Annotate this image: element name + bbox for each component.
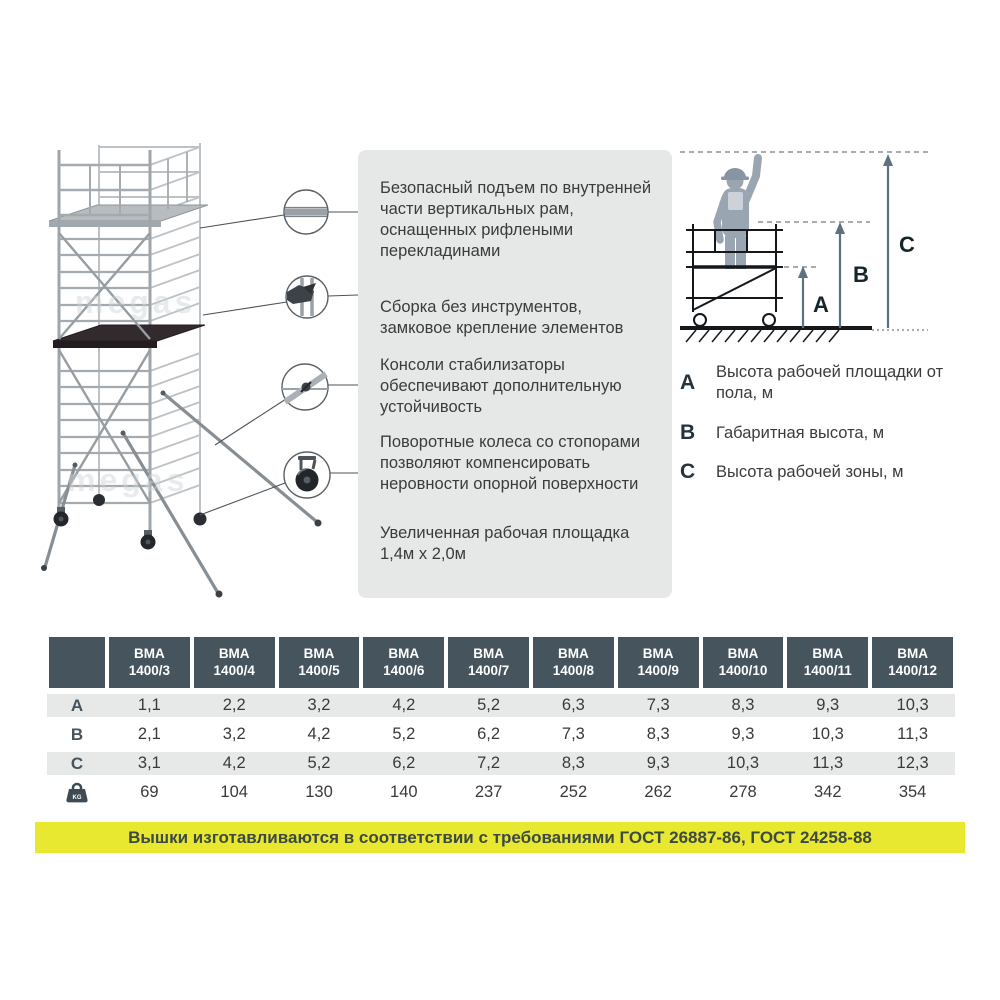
table-cell: 5,2 xyxy=(361,720,446,749)
model-header: ВМА 1400/6 xyxy=(361,637,446,691)
feature-text: Безопасный подъем по внутренней части вертикальных рам, оснащенных рифлеными перекладинами xyxy=(380,179,652,260)
table-cell: 237 xyxy=(446,778,531,807)
model-header: ВМА 1400/9 xyxy=(616,637,701,691)
feature-text: Сборка без инструментов, замковое крепление элементов xyxy=(380,298,624,337)
table-cell: 5,2 xyxy=(277,749,362,778)
callout-circle-stabilizer xyxy=(282,364,328,410)
table-cell: 10,3 xyxy=(870,691,955,720)
legend-item xyxy=(680,460,962,484)
model-header: ВМА 1400/5 xyxy=(277,637,362,691)
table-cell: 8,3 xyxy=(531,749,616,778)
label-a: A xyxy=(813,292,829,317)
table-cell: 104 xyxy=(192,778,277,807)
table-cell: 9,3 xyxy=(616,749,701,778)
table-row-c xyxy=(47,749,955,778)
table-cell: 10,3 xyxy=(701,749,786,778)
table-cell: 9,3 xyxy=(785,691,870,720)
table-cell: 11,3 xyxy=(785,749,870,778)
table-cell: 278 xyxy=(701,778,786,807)
table-cell: 342 xyxy=(785,778,870,807)
feature-text: Консоли стабилизаторы обеспечивают дополнительную устойчивость xyxy=(380,356,622,416)
callout-circle-wheel xyxy=(284,452,330,498)
table-cell: 7,3 xyxy=(531,720,616,749)
table-cell: 69 xyxy=(107,778,192,807)
table-cell: 11,3 xyxy=(870,720,955,749)
table-corner-cell xyxy=(47,637,107,691)
legend-item xyxy=(680,421,962,445)
feature-text: Поворотные колеса со стопорами позволяют компенсировать неровности опорной поверхности xyxy=(380,433,641,493)
row-label-b: B xyxy=(47,720,107,749)
label-c: C xyxy=(899,232,915,257)
table-cell: 6,2 xyxy=(361,749,446,778)
callout-circle-lock xyxy=(286,276,328,318)
dimension-labels xyxy=(813,232,915,317)
gost-banner xyxy=(35,822,965,853)
row-label-a: A xyxy=(47,691,107,720)
table-cell: 2,2 xyxy=(192,691,277,720)
table-cell: 130 xyxy=(277,778,362,807)
svg-text:megas: megas xyxy=(75,284,197,320)
spec-table xyxy=(45,637,957,810)
table-cell: 8,3 xyxy=(616,720,701,749)
table-cell: 1,1 xyxy=(107,691,192,720)
model-header: ВМА 1400/7 xyxy=(446,637,531,691)
weight-kg-icon xyxy=(47,778,107,807)
table-cell: 140 xyxy=(361,778,446,807)
brand-watermark xyxy=(67,284,196,498)
table-cell: 12,3 xyxy=(870,749,955,778)
tower-illustration xyxy=(35,135,375,625)
label-b: B xyxy=(853,262,869,287)
legend-key-a: A xyxy=(680,371,696,394)
table-cell: 8,3 xyxy=(701,691,786,720)
model-header: ВМА 1400/3 xyxy=(107,637,192,691)
table-cell: 10,3 xyxy=(785,720,870,749)
table-row-weight xyxy=(47,778,955,807)
table-cell: 3,2 xyxy=(277,691,362,720)
legend-key-c: C xyxy=(680,460,696,483)
table-cell: 7,3 xyxy=(616,691,701,720)
callout-leader-lines xyxy=(200,212,358,515)
table-cell: 3,1 xyxy=(107,749,192,778)
table-cell: 3,2 xyxy=(192,720,277,749)
ground-line xyxy=(680,328,872,342)
legend-key-b: B xyxy=(680,421,696,444)
gost-banner-text: Вышки изготавливаются в соответствии с требованиями ГОСТ 26887-86, ГОСТ 24258-88 xyxy=(128,827,872,847)
table-row-b xyxy=(47,720,955,749)
table-cell: 2,1 xyxy=(107,720,192,749)
tower-mid-platform xyxy=(53,325,205,348)
height-legend xyxy=(680,356,962,484)
arrowheads xyxy=(798,154,893,278)
legend-item xyxy=(680,362,962,404)
table-row-a xyxy=(47,691,955,720)
legend-label-c: Высота рабочей зоны, м xyxy=(716,462,904,481)
table-cell: 4,2 xyxy=(361,691,446,720)
table-cell: 4,2 xyxy=(192,749,277,778)
svg-text:KG: KG xyxy=(72,794,82,801)
legend-label-a: Высота рабочей площадки от пола, м xyxy=(716,363,944,402)
spec-table-wrap xyxy=(45,637,957,810)
table-header-row xyxy=(47,637,955,691)
table-cell: 262 xyxy=(616,778,701,807)
table-cell: 4,2 xyxy=(277,720,362,749)
row-label-c: C xyxy=(47,749,107,778)
model-header: ВМА 1400/11 xyxy=(785,637,870,691)
table-cell: 5,2 xyxy=(446,691,531,720)
model-header: ВМА 1400/8 xyxy=(531,637,616,691)
table-cell: 6,2 xyxy=(446,720,531,749)
feature-text: Увеличенная рабочая площадка 1,4м x 2,0м xyxy=(380,524,630,563)
table-cell: 252 xyxy=(531,778,616,807)
svg-text:megas: megas xyxy=(67,462,189,498)
callout-circle-rung xyxy=(284,190,328,234)
model-header: ВМА 1400/4 xyxy=(192,637,277,691)
height-diagram xyxy=(672,140,962,355)
model-header: ВМА 1400/12 xyxy=(870,637,955,691)
table-cell: 6,3 xyxy=(531,691,616,720)
features-panel xyxy=(358,150,672,598)
model-header: ВМА 1400/10 xyxy=(701,637,786,691)
table-cell: 354 xyxy=(870,778,955,807)
table-cell: 9,3 xyxy=(701,720,786,749)
table-cell: 7,2 xyxy=(446,749,531,778)
legend-label-b: Габаритная высота, м xyxy=(716,423,885,442)
